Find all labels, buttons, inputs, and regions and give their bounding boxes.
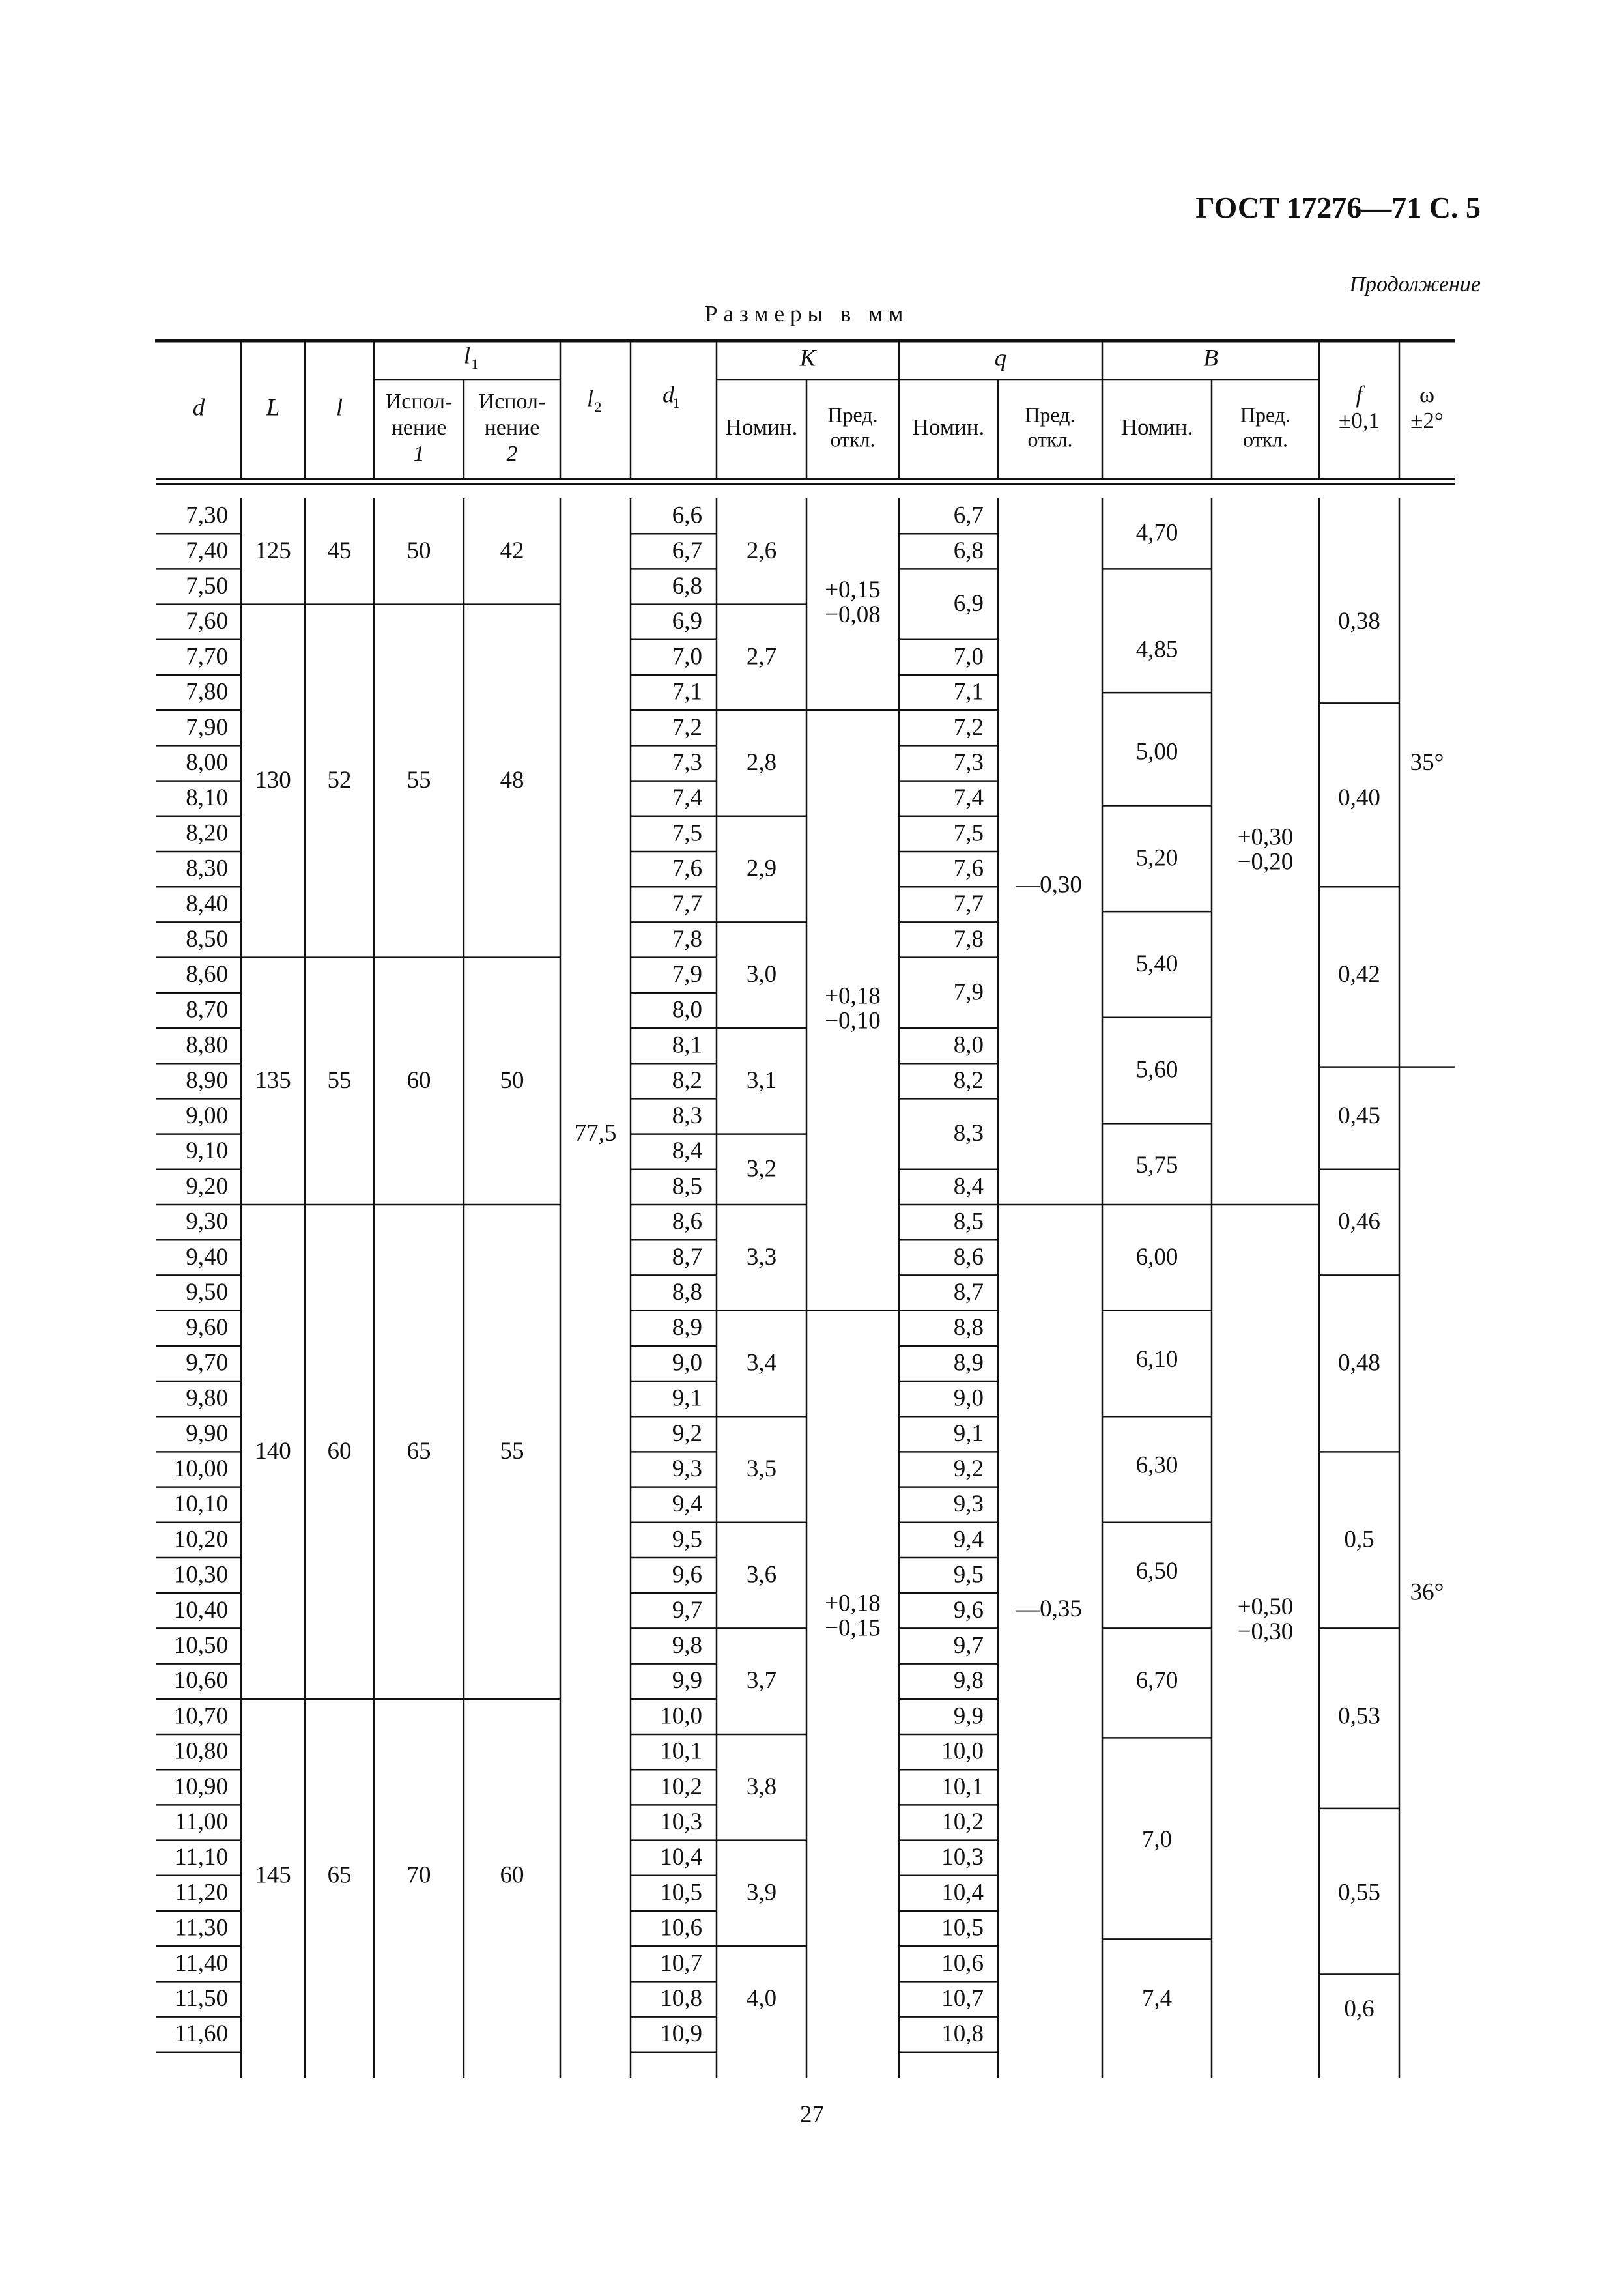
- d1-value: 10,0: [660, 1702, 702, 1730]
- header-omega: ω: [1419, 382, 1435, 408]
- d-value: 10,30: [173, 1561, 228, 1588]
- l-value: 60: [327, 1437, 352, 1465]
- q-nominal-value: 8,2: [953, 1067, 984, 1094]
- d1-value: 9,5: [672, 1526, 702, 1553]
- d1-value: 10,4: [660, 1844, 702, 1871]
- header-variant-1: нение: [391, 415, 447, 440]
- d-value: 9,50: [186, 1278, 228, 1306]
- header-d1-subscript: 1: [672, 395, 680, 412]
- B-nominal-value: 6,50: [1135, 1558, 1178, 1585]
- header-variant-2: нение: [484, 415, 540, 440]
- l-value: 65: [327, 1861, 352, 1889]
- q-nominal-value: 7,4: [953, 784, 984, 812]
- q-nominal-value: 9,0: [953, 1384, 984, 1412]
- q-nominal-value: 7,7: [953, 890, 984, 917]
- q-nominal-value: 8,4: [953, 1173, 984, 1200]
- B-nominal-value: 6,10: [1135, 1345, 1178, 1373]
- d1-value: 10,7: [660, 1949, 702, 1977]
- q-tolerance-value: —0,35: [1016, 1595, 1082, 1622]
- d-value: 9,30: [186, 1208, 228, 1235]
- q-nominal-value: 10,8: [941, 2020, 984, 2048]
- omega-value: 36°: [1410, 1579, 1444, 1606]
- d1-value: 7,1: [672, 678, 702, 706]
- K-tolerance-value: +0,15: [825, 577, 881, 604]
- d1-value: 7,8: [672, 925, 702, 953]
- d1-value: 9,1: [672, 1384, 702, 1412]
- K-nominal-value: 2,7: [746, 643, 777, 670]
- K-nominal-value: 3,3: [746, 1243, 777, 1270]
- K-tolerance-value: +0,18: [825, 982, 881, 1010]
- l1-variant-1-value: 65: [406, 1437, 431, 1465]
- d1-value: 8,4: [672, 1138, 702, 1165]
- K-tolerance-value: +0,18: [825, 1590, 881, 1617]
- q-nominal-value: 7,1: [953, 678, 984, 706]
- d1-value: 10,1: [660, 1738, 702, 1765]
- B-nominal-value: 5,00: [1135, 738, 1178, 766]
- l1-variant-2-value: 48: [500, 767, 524, 794]
- q-nominal-value: 8,7: [953, 1278, 984, 1306]
- d-value: 9,00: [186, 1102, 228, 1129]
- B-tolerance-value: +0,50: [1237, 1594, 1294, 1621]
- B-nominal-value: 5,20: [1135, 844, 1178, 872]
- B-nominal-value: 6,00: [1135, 1243, 1178, 1270]
- d-value: 9,10: [186, 1138, 228, 1165]
- header-tolerance: Пред.: [1240, 403, 1291, 427]
- d-value: 10,90: [173, 1773, 228, 1800]
- q-nominal-value: 8,8: [953, 1314, 984, 1341]
- header-d: d: [192, 394, 205, 422]
- header-tolerance: откл.: [1027, 427, 1073, 451]
- K-nominal-value: 3,7: [746, 1667, 777, 1695]
- d1-value: 9,8: [672, 1631, 702, 1659]
- B-nominal-value: 5,75: [1135, 1151, 1178, 1179]
- L-value: 125: [255, 537, 291, 564]
- B-nominal-value: 6,30: [1135, 1452, 1178, 1479]
- header-K: K: [799, 345, 816, 372]
- f-value: 0,5: [1344, 1526, 1375, 1553]
- d-value: 7,40: [186, 537, 228, 564]
- d-value: 10,40: [173, 1596, 228, 1624]
- q-nominal-value: 10,0: [941, 1738, 984, 1765]
- d1-value: 8,5: [672, 1173, 702, 1200]
- d-value: 7,30: [186, 502, 228, 529]
- omega-value: 35°: [1410, 749, 1444, 776]
- d1-value: 7,0: [672, 643, 702, 670]
- header-nominal: Номин.: [912, 414, 985, 440]
- L-value: 140: [255, 1437, 291, 1465]
- L-value: 135: [255, 1067, 291, 1094]
- q-nominal-value: 9,1: [953, 1420, 984, 1447]
- q-nominal-value: 8,5: [953, 1208, 984, 1235]
- d1-value: 9,7: [672, 1596, 702, 1624]
- d1-value: 9,2: [672, 1420, 702, 1447]
- q-nominal-value: 9,2: [953, 1455, 984, 1482]
- l2-value: 77,5: [574, 1120, 617, 1147]
- K-nominal-value: 3,9: [746, 1879, 777, 1906]
- K-nominal-value: 2,8: [746, 749, 777, 776]
- d-value: 11,50: [175, 1984, 228, 2012]
- L-value: 130: [255, 767, 291, 794]
- d-value: 9,20: [186, 1173, 228, 1200]
- header-tolerance: Пред.: [1025, 403, 1076, 427]
- gost-header: ГОСТ 17276—71 С. 5: [1195, 191, 1481, 224]
- header-nominal: Номин.: [1120, 414, 1193, 440]
- d-value: 8,00: [186, 749, 228, 776]
- q-nominal-value: 7,2: [953, 713, 984, 741]
- d-value: 9,60: [186, 1314, 228, 1341]
- l-value: 45: [327, 537, 352, 564]
- d-value: 8,60: [186, 961, 228, 988]
- d1-value: 10,6: [660, 1914, 702, 1941]
- q-nominal-value: 8,6: [953, 1243, 984, 1270]
- header-d1: d: [662, 381, 674, 408]
- q-nominal-value: 9,4: [953, 1526, 984, 1553]
- l1-variant-2-value: 42: [500, 537, 524, 564]
- page-number: 27: [800, 2101, 824, 2128]
- header-variant-1: 1: [413, 441, 425, 466]
- f-value: 0,55: [1338, 1879, 1380, 1906]
- f-value: 0,6: [1344, 1996, 1375, 2023]
- header-l1-subscript: 1: [471, 356, 479, 373]
- q-nominal-value: 7,5: [953, 820, 984, 847]
- B-nominal-value: 5,40: [1135, 950, 1178, 977]
- K-tolerance-value: −0,10: [825, 1007, 881, 1035]
- d-value: 7,50: [186, 572, 228, 599]
- d1-value: 6,7: [672, 537, 702, 564]
- d-value: 9,90: [186, 1420, 228, 1447]
- header-omega-tolerance: ±2°: [1410, 408, 1444, 434]
- K-nominal-value: 3,1: [746, 1067, 777, 1094]
- B-nominal-value: 5,60: [1135, 1056, 1178, 1083]
- header-B: B: [1203, 345, 1218, 372]
- d-value: 10,60: [173, 1667, 228, 1695]
- d-value: 8,90: [186, 1067, 228, 1094]
- d-value: 11,10: [175, 1844, 228, 1871]
- K-tolerance-value: −0,08: [825, 601, 881, 629]
- B-tolerance-value: −0,20: [1237, 848, 1294, 876]
- q-nominal-value: 6,8: [953, 537, 984, 564]
- f-value: 0,46: [1338, 1208, 1380, 1235]
- d-value: 9,40: [186, 1243, 228, 1270]
- q-nominal-value: 7,6: [953, 855, 984, 882]
- d-value: 8,50: [186, 925, 228, 953]
- d1-value: 7,6: [672, 855, 702, 882]
- L-value: 145: [255, 1861, 291, 1889]
- d-value: 10,10: [173, 1491, 228, 1518]
- d-value: 11,20: [175, 1879, 228, 1906]
- B-nominal-value: 6,70: [1135, 1667, 1178, 1695]
- header-l2: l: [586, 385, 594, 412]
- K-nominal-value: 4,0: [746, 1984, 777, 2012]
- d1-value: 9,3: [672, 1455, 702, 1482]
- d1-value: 9,6: [672, 1561, 702, 1588]
- q-nominal-value: 6,9: [953, 590, 984, 618]
- header-l2-subscript: 2: [594, 399, 602, 416]
- q-nominal-value: 9,9: [953, 1702, 984, 1730]
- d-value: 11,30: [175, 1914, 228, 1941]
- q-nominal-value: 10,2: [941, 1808, 984, 1835]
- d1-value: 10,2: [660, 1773, 702, 1800]
- l1-variant-1-value: 55: [406, 767, 431, 794]
- header-tolerance: откл.: [830, 427, 876, 451]
- l1-variant-1-value: 50: [406, 537, 431, 564]
- d-value: 10,70: [173, 1702, 228, 1730]
- d-value: 7,60: [186, 608, 228, 635]
- d-value: 8,20: [186, 820, 228, 847]
- q-nominal-value: 8,0: [953, 1031, 984, 1059]
- l-value: 52: [327, 767, 352, 794]
- header-q: q: [994, 345, 1007, 372]
- B-nominal-value: 4,70: [1135, 519, 1178, 547]
- table-grid: [155, 341, 1455, 2078]
- f-value: 0,53: [1338, 1702, 1380, 1730]
- header-variant-2: 2: [506, 441, 518, 466]
- d1-value: 8,9: [672, 1314, 702, 1341]
- q-nominal-value: 10,6: [941, 1949, 984, 1977]
- l-value: 55: [327, 1067, 352, 1094]
- d-value: 11,60: [175, 2020, 228, 2048]
- d-value: 9,80: [186, 1384, 228, 1412]
- q-nominal-value: 7,3: [953, 749, 984, 776]
- q-nominal-value: 10,7: [941, 1984, 984, 2012]
- d1-value: 9,9: [672, 1667, 702, 1695]
- l1-variant-2-value: 55: [500, 1437, 524, 1465]
- q-tolerance-value: —0,30: [1016, 871, 1082, 898]
- q-nominal-value: 6,7: [953, 502, 984, 529]
- header-tolerance: откл.: [1242, 427, 1289, 451]
- header-variant-1: Испол-: [385, 389, 453, 414]
- d-value: 8,30: [186, 855, 228, 882]
- l1-variant-2-value: 60: [500, 1861, 524, 1889]
- d1-value: 6,6: [672, 502, 702, 529]
- q-nominal-value: 10,4: [941, 1879, 984, 1906]
- header-nominal: Номин.: [725, 414, 798, 440]
- d1-value: 7,2: [672, 713, 702, 741]
- K-nominal-value: 2,6: [746, 537, 777, 564]
- continuation-label: Продолжение: [1349, 272, 1481, 296]
- q-nominal-value: 9,3: [953, 1491, 984, 1518]
- q-nominal-value: 7,9: [953, 979, 984, 1006]
- l1-variant-1-value: 60: [406, 1067, 431, 1094]
- B-nominal-value: 7,4: [1141, 1984, 1173, 2012]
- d1-value: 8,2: [672, 1067, 702, 1094]
- K-nominal-value: 2,9: [746, 855, 777, 882]
- f-value: 0,42: [1338, 961, 1380, 988]
- d-value: 7,90: [186, 713, 228, 741]
- l1-variant-2-value: 50: [500, 1067, 524, 1094]
- d-value: 8,70: [186, 996, 228, 1024]
- d1-value: 6,9: [672, 608, 702, 635]
- B-tolerance-value: −0,30: [1237, 1618, 1294, 1646]
- K-nominal-value: 3,0: [746, 961, 777, 988]
- d1-value: 8,8: [672, 1278, 702, 1306]
- K-nominal-value: 3,4: [746, 1349, 777, 1377]
- d-value: 9,70: [186, 1349, 228, 1377]
- f-value: 0,45: [1338, 1102, 1380, 1129]
- q-nominal-value: 9,5: [953, 1561, 984, 1588]
- f-value: 0,48: [1338, 1349, 1380, 1377]
- d1-value: 7,9: [672, 961, 702, 988]
- d-value: 10,80: [173, 1738, 228, 1765]
- l1-variant-1-value: 70: [406, 1861, 431, 1889]
- d-value: 10,20: [173, 1526, 228, 1553]
- d-value: 10,00: [173, 1455, 228, 1482]
- d-value: 8,10: [186, 784, 228, 812]
- q-nominal-value: 9,7: [953, 1631, 984, 1659]
- q-nominal-value: 7,0: [953, 643, 984, 670]
- q-nominal-value: 8,9: [953, 1349, 984, 1377]
- d1-value: 10,5: [660, 1879, 702, 1906]
- K-nominal-value: 3,2: [746, 1155, 777, 1182]
- header-f-tolerance: ±0,1: [1339, 408, 1380, 434]
- d1-value: 9,0: [672, 1349, 702, 1377]
- q-nominal-value: 9,6: [953, 1596, 984, 1624]
- d1-value: 8,7: [672, 1243, 702, 1270]
- d1-value: 6,8: [672, 572, 702, 599]
- d1-value: 8,6: [672, 1208, 702, 1235]
- K-tolerance-value: −0,15: [825, 1614, 881, 1642]
- header-f: f: [1356, 381, 1363, 408]
- d-value: 7,70: [186, 643, 228, 670]
- header-variant-2: Испол-: [478, 389, 546, 414]
- B-nominal-value: 4,85: [1135, 636, 1178, 663]
- d1-value: 10,3: [660, 1808, 702, 1835]
- header-L: L: [266, 394, 280, 422]
- d-value: 8,80: [186, 1031, 228, 1059]
- table-text: [174, 342, 1444, 2047]
- q-nominal-value: 10,5: [941, 1914, 984, 1941]
- q-nominal-value: 10,1: [941, 1773, 984, 1800]
- f-value: 0,38: [1338, 608, 1380, 635]
- d1-value: 8,1: [672, 1031, 702, 1059]
- d-value: 8,40: [186, 890, 228, 917]
- K-nominal-value: 3,8: [746, 1773, 777, 1800]
- header-l1: l: [463, 342, 471, 369]
- sizes-note: Размеры в мм: [705, 301, 909, 326]
- d1-value: 7,4: [672, 784, 702, 812]
- q-nominal-value: 9,8: [953, 1667, 984, 1695]
- d1-value: 7,7: [672, 890, 702, 917]
- d1-value: 10,9: [660, 2020, 702, 2048]
- B-tolerance-value: +0,30: [1237, 824, 1294, 851]
- header-tolerance: Пред.: [827, 403, 878, 427]
- d1-value: 7,5: [672, 820, 702, 847]
- d-value: 10,50: [173, 1631, 228, 1659]
- d1-value: 9,4: [672, 1491, 702, 1518]
- K-nominal-value: 3,6: [746, 1561, 777, 1588]
- q-nominal-value: 7,8: [953, 925, 984, 953]
- B-nominal-value: 7,0: [1141, 1826, 1173, 1854]
- d-value: 11,00: [175, 1808, 228, 1835]
- header-l: l: [335, 394, 343, 422]
- d1-value: 7,3: [672, 749, 702, 776]
- d-value: 11,40: [175, 1949, 228, 1977]
- q-nominal-value: 8,3: [953, 1120, 984, 1147]
- d-value: 7,80: [186, 678, 228, 706]
- d1-value: 8,0: [672, 996, 702, 1024]
- f-value: 0,40: [1338, 784, 1380, 812]
- q-nominal-value: 10,3: [941, 1844, 984, 1871]
- K-nominal-value: 3,5: [746, 1455, 777, 1482]
- d1-value: 10,8: [660, 1984, 702, 2012]
- d1-value: 8,3: [672, 1102, 702, 1129]
